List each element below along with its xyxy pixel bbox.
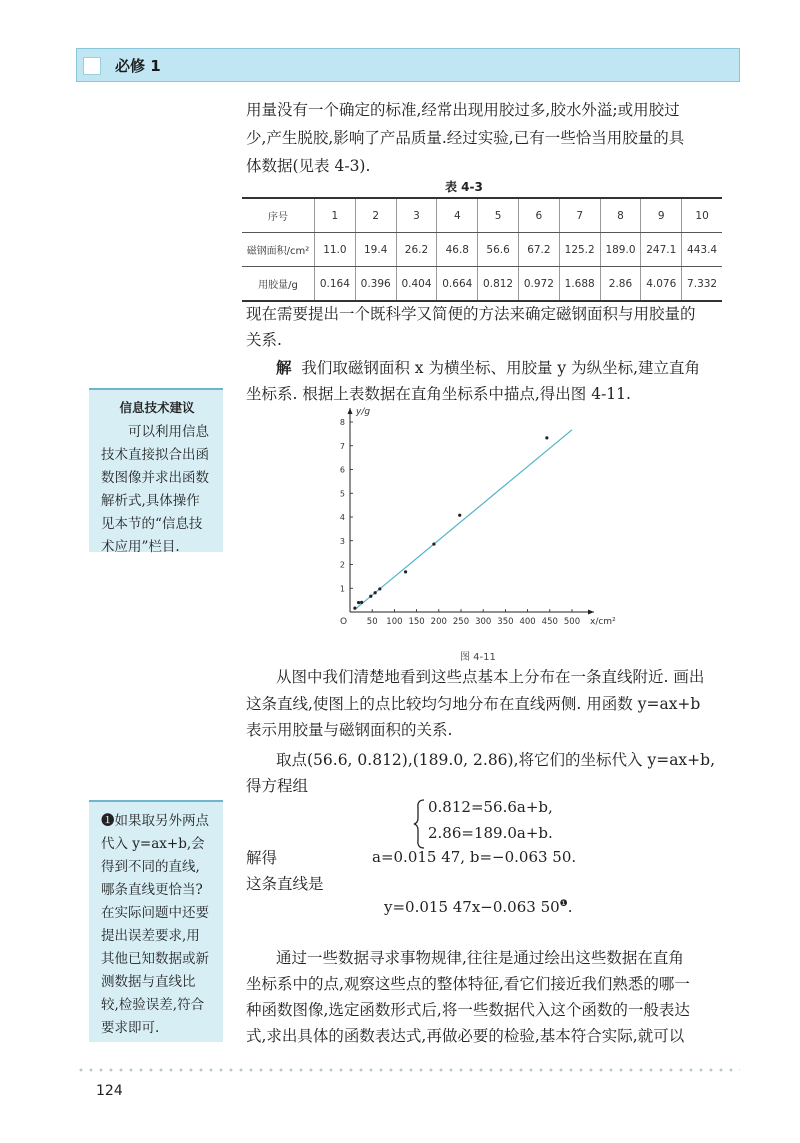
table-cell: 125.2: [559, 233, 600, 267]
table-cell: 5: [478, 198, 519, 233]
table-cell: 56.6: [478, 233, 519, 267]
para2-line-3: 表示用胶量与磁钢面积的关系.: [246, 721, 453, 739]
table-cell: 1: [315, 198, 356, 233]
page-number: 124: [96, 1083, 123, 1099]
solution-line-1: [276, 354, 700, 382]
solution-text: 我们取磁钢面积 x 为横坐标、用胶量 y 为纵坐标,建立直角: [301, 359, 701, 377]
table-cell: 0.396: [355, 267, 396, 302]
para2-line-1: 从图中我们清楚地看到这些点基本上分布在一条直线附近. 画出: [276, 668, 705, 686]
solution-values: a=0.015 47, b=−0.063 50.: [372, 848, 577, 866]
x-axis-arrow-icon: [588, 610, 594, 615]
chart-fit-line-group: [354, 430, 572, 610]
footnote-body: ❶如果取另外两点代入 y=ax+b,会得到不同的直线,哪条直线更恰当?在实际问题中还要提出误差要求,用其他已知数据或新测数据与直线比较,检验误差,符合要求即可.: [101, 813, 209, 1036]
para4-line-1: 通过一些数据寻求事物规律,往往是通过绘出这些数据在直角: [276, 949, 684, 967]
table-row-header: 磁钢面积/cm²: [242, 233, 315, 267]
x-tick-label: 300: [475, 617, 492, 627]
x-tick-label: 500: [563, 617, 581, 627]
solve-label: 解得: [246, 849, 278, 867]
info-tech-sidebox: [89, 388, 223, 555]
y-tick-label: 3: [339, 536, 345, 546]
table-cell: 1.688: [559, 267, 600, 302]
table-cell: 2: [355, 198, 396, 233]
table-cell: 0.812: [478, 267, 519, 302]
y-tick-label: 5: [339, 489, 345, 499]
para2-line-2: 这条直线,使图上的点比较均匀地分布在直线两侧. 用函数 y=ax+b: [246, 695, 701, 713]
chart-axes: [340, 407, 616, 627]
footnote-mark: ❶: [559, 899, 568, 909]
table-cell: 8: [600, 198, 641, 233]
after-table-line-1: 现在需要提出一个既科学又简便的方法来确定磁钢面积与用胶量的: [246, 305, 696, 323]
intro-line-1: 用量没有一个确定的标准,经常出现用胶过多,胶水外溢;或用胶过: [246, 101, 680, 119]
table-cell: 7: [559, 198, 600, 233]
data-point: [357, 601, 360, 604]
para3-line-2: 得方程组: [246, 777, 309, 795]
y-axis-arrow-icon: [348, 408, 353, 414]
table-cell: 443.4: [682, 233, 722, 267]
table-cell: 4.076: [641, 267, 682, 302]
y-tick-label: 7: [339, 441, 345, 451]
table-row: [242, 233, 722, 267]
chart-points: [353, 436, 548, 609]
data-point: [432, 542, 435, 545]
y-tick-label: 2: [339, 560, 345, 570]
data-point: [404, 570, 407, 573]
sidebox-body: 可以利用信息技术直接拟合出函数图像并求出函数解析式,具体操作见本节的“信息技术应用”栏目.: [101, 424, 209, 555]
scatter-chart: [330, 398, 630, 638]
header-bar: [76, 48, 740, 82]
x-tick-label: 400: [519, 617, 536, 627]
x-tick-label: 250: [452, 617, 470, 627]
y-tick-label: 4: [339, 513, 345, 522]
line-equation-text: y=0.015 47x−0.063 50: [384, 898, 560, 916]
data-point: [545, 436, 548, 439]
table-cell: 11.0: [315, 233, 356, 267]
data-point: [374, 591, 377, 594]
table-cell: 67.2: [518, 233, 559, 267]
y-tick-label: 8: [339, 418, 345, 427]
table-cell: 0.164: [315, 267, 356, 302]
x-tick-label: 350: [497, 617, 514, 627]
x-tick-label: 50: [366, 617, 378, 627]
table-row: [242, 198, 722, 233]
table-cell: 4: [437, 198, 478, 233]
solution-label: 解: [276, 358, 292, 377]
table-cell: 0.972: [518, 267, 559, 302]
table-cell: 19.4: [355, 233, 396, 267]
equation-2: 2.86=189.0a+b.: [428, 824, 553, 842]
header-title: 必修 1: [115, 57, 161, 75]
equation-1: 0.812=56.6a+b,: [428, 798, 553, 816]
y-tick-label: 6: [339, 465, 345, 475]
para4-line-4: 式,求出具体的函数表达式,再做必要的检验,基本符合实际,就可以: [246, 1027, 685, 1045]
x-tick-label: 150: [408, 617, 425, 627]
para4-line-2: 坐标系中的点,观察这些点的整体特征,看它们接近我们熟悉的哪一: [246, 975, 690, 993]
table-row-header: 用胶量/g: [242, 267, 315, 302]
table-cell: 0.404: [396, 267, 437, 302]
footnote-sidebox: [89, 800, 223, 1042]
para3-line-1: 取点(56.6, 0.812),(189.0, 2.86),将它们的坐标代入 y=ax+b,: [276, 751, 716, 769]
header-square-icon: [83, 57, 101, 75]
table-cell: 3: [396, 198, 437, 233]
line-equation: y=0.015 47x−0.063 $50^❶$.: [384, 898, 573, 916]
x-tick-label: 450: [541, 617, 558, 627]
table-row-header: 序号: [242, 198, 315, 233]
data-point: [360, 601, 363, 604]
table-cell: 0.664: [437, 267, 478, 302]
data-table: [242, 197, 722, 302]
data-point: [369, 595, 372, 598]
data-point: [353, 607, 356, 610]
y-tick-label: 1: [339, 584, 345, 594]
x-axis-label: x/cm²: [590, 617, 616, 627]
table-cell: 46.8: [437, 233, 478, 267]
table-cell: 7.332: [682, 267, 722, 302]
line-label: 这条直线是: [246, 875, 324, 893]
table-cell: 247.1: [641, 233, 682, 267]
x-tick-label: 200: [430, 617, 447, 627]
origin-label: O: [340, 617, 348, 627]
after-table-line-2: 关系.: [246, 331, 282, 349]
table-caption: 表 4-3: [445, 180, 483, 194]
table-cell: 2.86: [600, 267, 641, 302]
fit-line: [354, 430, 572, 610]
x-tick-label: 100: [386, 617, 403, 627]
data-point: [458, 514, 461, 517]
intro-line-2: 少,产生脱胶,影响了产品质量.经过实验,已有一些恰当用胶量的具: [246, 129, 685, 147]
equation-brace-icon: [412, 798, 428, 850]
para4-line-3: 种函数图像,选定函数形式后,将一些数据代入这个函数的一般表达: [246, 1001, 690, 1019]
table-cell: 6: [518, 198, 559, 233]
table-cell: 10: [682, 198, 722, 233]
y-axis-label: y/g: [356, 407, 371, 417]
data-point: [378, 587, 381, 590]
table-cell: 189.0: [600, 233, 641, 267]
table-row: [242, 267, 722, 302]
sidebox-title: 信息技术建议: [119, 400, 195, 415]
solution-line-2: 坐标系. 根据上表数据在直角坐标系中描点,得出图 4-11.: [246, 385, 631, 403]
footer-divider: [76, 1068, 740, 1072]
table-cell: 9: [641, 198, 682, 233]
intro-line-3: 体数据(见表 4-3).: [246, 157, 371, 175]
figure-caption: 图 4-11: [460, 652, 496, 663]
table-cell: 26.2: [396, 233, 437, 267]
